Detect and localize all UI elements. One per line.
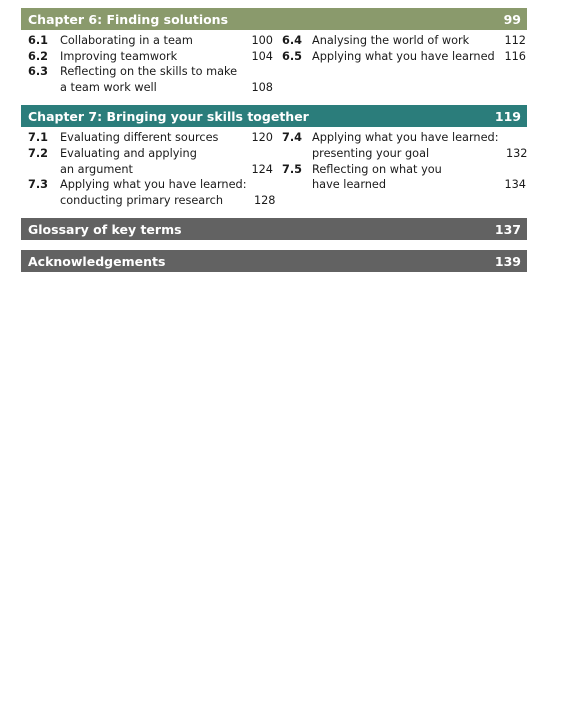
glossary-section — [21, 218, 527, 240]
section-title-line: presenting your goal — [312, 146, 430, 160]
section-number: 7.3 — [28, 178, 49, 192]
toc-entry[interactable] — [21, 64, 278, 95]
chapter-7-title: Chapter 7: Bringing your skills together — [28, 108, 309, 124]
chapter-6-section — [21, 8, 527, 95]
section-number: 7.5 — [282, 162, 303, 176]
section-number: 6.1 — [28, 34, 49, 47]
acknowledgements-page: 139 — [494, 253, 521, 269]
section-page-number-text: 100 — [251, 34, 273, 47]
section-number: 7.4 — [282, 131, 303, 145]
section-page-number-text: 104 — [251, 49, 273, 63]
toc-entry[interactable] — [21, 33, 278, 49]
section-page-number — [244, 64, 278, 95]
section-page-number-text: 132 — [505, 146, 528, 160]
section-title — [60, 177, 247, 208]
section-page-number — [244, 49, 278, 65]
table-of-contents — [21, 8, 527, 282]
chapter-7-section — [21, 105, 527, 208]
section-title-line: Applying what you have learned — [312, 49, 495, 63]
section-page-number — [244, 130, 278, 146]
section-page-number-text: 124 — [251, 162, 273, 176]
section-title — [312, 162, 497, 193]
chapter-6-left-column — [21, 33, 278, 95]
toc-entry[interactable] — [278, 162, 527, 193]
section-title-line: an argument — [60, 162, 133, 176]
section-title-line: Applying what you have learned: — [312, 131, 499, 145]
toc-entry[interactable] — [21, 130, 278, 146]
glossary-page: 137 — [494, 221, 521, 237]
toc-entry[interactable] — [21, 146, 278, 177]
section-page-number-text: 134 — [504, 178, 526, 192]
section-page-number-text: 108 — [251, 80, 273, 94]
acknowledgements-section — [21, 250, 527, 272]
section-page-number — [497, 49, 527, 65]
glossary-title: Glossary of key terms — [28, 221, 182, 237]
section-page-number — [244, 33, 278, 49]
section-page-number — [497, 162, 527, 193]
section-number: 7.2 — [28, 146, 49, 160]
section-title — [312, 49, 497, 65]
section-title — [312, 33, 497, 49]
section-title-line: have learned — [312, 178, 387, 192]
section-title-line: Evaluating and applying — [60, 146, 197, 160]
section-number: 6.3 — [28, 65, 49, 79]
section-page-number — [497, 33, 527, 49]
section-title-line: Reflecting on the skills to make — [60, 65, 238, 79]
chapter-6-page: 99 — [503, 11, 521, 27]
section-title — [312, 130, 499, 161]
section-title-line: conducting primary research — [60, 193, 223, 207]
section-number: 7.1 — [28, 131, 49, 145]
section-title-line: Applying what you have learned: — [60, 178, 247, 192]
chapter-7-page: 119 — [494, 108, 521, 124]
section-number: 6.5 — [282, 49, 303, 63]
section-title — [60, 33, 244, 49]
section-number: 6.2 — [28, 49, 49, 63]
glossary-header[interactable] — [21, 218, 527, 240]
section-title — [60, 49, 244, 65]
section-page-number — [499, 130, 529, 161]
section-page-number-text: 116 — [504, 49, 526, 63]
chapter-7-left-column — [21, 130, 278, 208]
section-page-number — [244, 146, 278, 177]
section-title-line: Collaborating in a team — [60, 34, 193, 47]
section-title — [60, 146, 244, 177]
toc-entry[interactable] — [278, 130, 527, 161]
toc-entry[interactable] — [278, 33, 527, 49]
section-title-line: a team work well — [60, 80, 157, 94]
acknowledgements-header[interactable] — [21, 250, 527, 272]
section-page-number-text: 128 — [253, 193, 276, 207]
toc-entry[interactable] — [278, 49, 527, 65]
section-page-number-text: 120 — [251, 131, 273, 145]
chapter-6-header[interactable] — [21, 8, 527, 30]
section-number: 6.4 — [282, 34, 303, 47]
section-title — [60, 64, 244, 95]
toc-entry[interactable] — [21, 177, 278, 208]
section-page-number-text: 112 — [504, 34, 526, 47]
section-title-line: Improving teamwork — [60, 49, 178, 63]
chapter-7-header[interactable] — [21, 105, 527, 127]
section-title — [60, 130, 244, 146]
toc-entry[interactable] — [21, 49, 278, 65]
chapter-6-title: Chapter 6: Finding solutions — [28, 11, 229, 27]
chapter-7-right-column — [278, 130, 527, 208]
section-title-line: Evaluating different sources — [60, 131, 219, 145]
acknowledgements-title: Acknowledgements — [28, 253, 166, 269]
section-title-line: Reflecting on what you — [312, 162, 442, 176]
chapter-6-right-column — [278, 33, 527, 95]
section-title-line: Analysing the world of work — [312, 34, 470, 47]
section-page-number — [247, 177, 281, 208]
